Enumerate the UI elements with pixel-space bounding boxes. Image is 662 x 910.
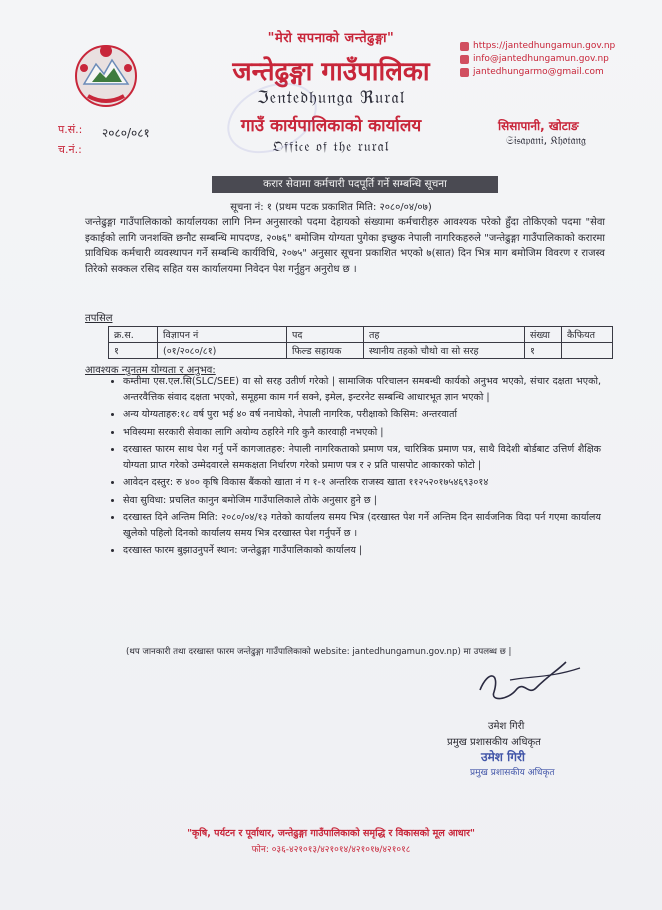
seal-title: प्रमुख प्रशासकीय अधिकृत	[470, 768, 555, 778]
list-item: • भविस्यमा सरकारी सेवाका लागि अयोग्य ठहरिने गरि कुनै कारवाही नभएको |	[123, 425, 601, 441]
table-cell: (०१/२०८०/८१)	[158, 343, 287, 359]
list-item: • सेवा सुविधा: प्रचलित कानुन बमोजिम गाउँपालिकाले तोके अनुसार हुने छ |	[123, 493, 601, 509]
office-subtitle-en: 𝔒𝔣𝔣𝔦𝔠𝔢 𝔬𝔣 𝔱𝔥𝔢 𝔯𝔲𝔯𝔞𝔩	[272, 139, 390, 155]
table-header: कैफियत	[562, 327, 613, 343]
table-cell: १	[525, 343, 562, 359]
extra-info: (थप जानकारी तथा दरखास्त फारम जन्तेढुङ्गा गाउँपालिकाको website: jantedhungamun.gov.np) मा उपलब्ध छ |	[126, 647, 512, 657]
table-header: क्र.स.	[109, 327, 158, 343]
municipality-title: जन्तेढुङ्गा गाउँपालिका	[232, 57, 430, 87]
footer-phone: फोन: ०३६-४२१०१३/४२१०१४/४२१०१७/४२१०१८	[251, 845, 411, 855]
notice-banner: करार सेवामा कर्मचारी पदपूर्ति गर्ने सम्बन्धि सूचना	[212, 176, 498, 193]
office-place: सिसापानी, खोटाङ	[498, 119, 579, 133]
signatory-title: प्रमुख प्रशासकीय अधिकृत	[447, 737, 541, 748]
contact-block	[460, 40, 615, 79]
vacancy-table	[108, 326, 613, 359]
website-row[interactable]: https://jantedhungamun.gov.np	[460, 40, 615, 53]
requirements-heading: आवश्यक न्युनतम योग्यता र अनुभव:	[85, 365, 216, 376]
table-cell	[562, 343, 613, 359]
table-header: विज्ञापन नं	[158, 327, 287, 343]
reference-labels	[58, 120, 82, 160]
table-cell: स्थानीय तहको चौथो वा सो सरह	[364, 343, 525, 359]
table-cell: १	[109, 343, 158, 359]
office-subtitle: गाउँ कार्यपालिकाको कार्यालय	[240, 116, 422, 136]
list-item: • दरखास्त फारम साथ पेश गर्नु पर्ने कागजातहरु: नेपाली नागरिकताको प्रमाण पत्र, चारित्रिक प्रमाण पत्र, साथै विदेशी बोर्डबाट उत्तिर्ण शैक्षिक योग्यता प्राप्त गरेको उम्मेदवारले समकक्षता निर्धारण गरेको प्रमाण पत्र र २ प्रति पासपोट आकारको फोटो |	[123, 442, 601, 473]
ps-label: प.सं.:	[58, 123, 83, 136]
handwritten-signature	[470, 650, 590, 710]
table-header: संख्या	[525, 327, 562, 343]
table-header-row	[109, 327, 613, 343]
list-item: • आवेदन दस्तुर: रु ४०० कृषि विकास बैंकको खाता नं ग १-१ अन्तरिक राजस्व खाता ११२५२०१७५४६९३०१४	[123, 475, 601, 491]
footer-tagline: "कृषि, पर्यटन र पूर्वाधार, जन्तेढुङ्गा गाउँपालिकाको समृद्धि र विकासको मूल आधार"	[187, 828, 475, 839]
signatory-name: उमेश गिरी	[488, 721, 525, 732]
table-header: तह	[364, 327, 525, 343]
cn-label: च.नं.:	[58, 143, 82, 156]
table-header: पद	[287, 327, 364, 343]
list-item: • अन्य योग्यताहरु:१८ वर्ष पुरा भई ४० वर्ष ननाघेको, नेपाली नागरिक, परीक्षाको किसिम: अन्तरवार्ता	[123, 407, 601, 423]
municipality-title-en: ℑ𝔢𝔫𝔱𝔢𝔡𝔥𝔲𝔫𝔤𝔞 ℜ𝔲𝔯𝔞𝔩	[256, 88, 406, 108]
table-cell: फिल्ड सहायक	[287, 343, 364, 359]
email-row[interactable]: info@jantedhungamun.gov.np	[460, 53, 615, 66]
email-row-2[interactable]: jantedhungarmo@gmail.com	[460, 66, 615, 79]
mail-icon	[460, 55, 469, 64]
table-row	[109, 343, 613, 359]
list-item: • कम्तीमा एस.एल.सि(SLC/SEE) वा सो सरह उतीर्ण गरेको | सामाजिक परिचालन समबन्धी कार्यको अनुभव भएको, संचार दक्षता भएको, अन्तरवैत्तिक संवाद दक्षता भएको, समूहमा काम गर्न सक्ने, इमेल, इन्टरनेट सम्बन्धि आधारभूत ज्ञान भएको |	[123, 374, 601, 405]
notice-number: सूचना नं: १ (प्रथम पटक प्रकाशित मिति: २०८०/०४/०७)	[230, 202, 432, 213]
list-item: • दरखास्त फारम बुझाउनुपर्ने स्थान: जन्तेढुङ्गा गाउँपालिकाको कार्यालय |	[123, 543, 601, 559]
mail-icon	[460, 68, 469, 77]
requirements-list	[108, 374, 601, 561]
schedule-heading: तपसिल	[85, 313, 113, 324]
reference-value: २०८०/०८१	[102, 126, 150, 140]
list-item: • दरखास्त दिने अन्तिम मिति: २०८०/०४/१३ गतेको कार्यालय समय भित्र (दरखास्त पेश गर्ने अन्तिम दिन सार्वजनिक विदा पर्न गएमा कार्यालय खुलेको पहिलो दिनको कार्यालय समय भित्र दरखास्त पेश गर्नुपर्ने छ ।	[123, 510, 601, 541]
notice-body: जन्तेढुङ्गा गाउँपालिकाको कार्यालयका लागि निम्न अनुसारको पदमा देहायको संख्यामा कर्मचारीहरु आवश्यक परेको हुँदा तोकिएको पदमा "सेवा इकाईको लागि जनशक्ति छनौट सम्बन्धि मापदण्ड, २०७६" बमोजिम योग्यता पुगेका इच्छुक नेपाली नागरिकहरुले "जन्तेढुङ्गा गाउँपालिकाको करारमा प्राविधिक कर्मचारी व्यवस्थापन गर्ने सम्बन्धि कार्यविधि, २०७५" अनुसार सूचना प्रकाशित भएको ७(सात) दिन भित्र माग बमोजिम विवरण र राजस्व तिरेको सक्कल रसिद सहित यस कार्यालयमा निवेदन पेश गर्नुहुन अनुरोध छ ।	[85, 217, 605, 275]
globe-icon	[460, 42, 469, 51]
office-place-en: 𝔖𝔦𝔰𝔞𝔭𝔞𝔫𝔦, 𝔎𝔥𝔬𝔱𝔞𝔫𝔤	[506, 134, 586, 147]
slogan: "मेरो सपनाको जन्तेढुङ्गा"	[267, 31, 395, 46]
seal-name: उमेश गिरी	[481, 750, 525, 764]
